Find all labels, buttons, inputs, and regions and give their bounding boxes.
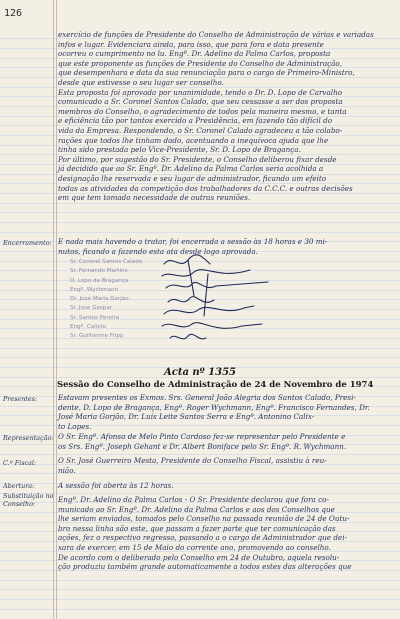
signature-stamp-list — [70, 258, 150, 342]
handwritten-line: que este proponente as funções de Presidente do Conselho de Administração, — [58, 58, 343, 68]
handwritten-line: A sessão foi aberta às 12 horas. — [58, 481, 174, 490]
margin-label-presentes: Presentes: — [3, 395, 38, 403]
margin-label-conselho-fiscal: C.º Fiscal: — [3, 459, 37, 467]
signature-stamp: Sr. Fernando Martins — [70, 268, 128, 275]
handwritten-line: já decidido que ao Sr. Engº. Dr. Adelino da Palma Carlos seria acolhida a — [58, 164, 324, 174]
handwritten-line: O Sr. José Guerreiro Mesta, Presidente do Conselho Fiscal, assistiu à reu- — [58, 456, 327, 465]
handwritten-line: xara de exercer, em 15 de Maio do corrente ano, promovendo ao conselho. — [58, 542, 331, 552]
handwritten-line: designação lhe reservada e seu lugar de administrador, ficando um efeito — [58, 173, 327, 183]
handwritten-line: Por último, por sugestão do Sr. Presidente, o Conselho deliberou fixar desde — [58, 154, 337, 164]
handwritten-line: comunicado a Sr. Coronel Santos Calado, que seu cessasse a ser dos proposta — [58, 97, 343, 107]
signature-6 — [162, 323, 262, 329]
signature-stamp: D. Lopo de Bragança — [70, 277, 129, 284]
substituicao-text — [58, 495, 394, 572]
signature-5 — [164, 306, 254, 314]
handwritten-line: em que tem tomado necessidade de outras reuniões. — [58, 193, 251, 203]
handwritten-line: ção produziu também grande automaticamente a todos estes das alterações que — [58, 562, 352, 572]
handwritten-line: lhe seriam enviados, tomados pelo Conselho na passada reunião de 24 de Outu- — [58, 514, 350, 524]
handwritten-line: tinha sido prestada pelo Vice-Presidente, Sr. D. Lopo de Bragança. — [58, 145, 301, 155]
handwritten-line: Estavam presentes os Exmos. Srs. General João Alegria dos Santos Calado, Presi- — [58, 393, 356, 402]
abertura-text — [58, 481, 394, 491]
signature-stamp: Engº. Calixto — [70, 324, 107, 331]
handwritten-line: José Maria Gorjão, Dr. Luís Leite Santos Serra e Engº. Antonino Calix- — [58, 412, 315, 422]
handwritten-line: De acordo com o deliberado pelo Conselho em 24 de Outubro, aquela resolu- — [58, 552, 340, 562]
signature-7 — [170, 334, 206, 339]
handwritten-line: exercício de funções de Presidente do Conselho de Administração de várias e variadas — [58, 30, 374, 39]
margin-label-abertura: Abertura: — [3, 482, 35, 490]
presentes-text — [58, 393, 394, 431]
handwritten-line: ocorreu o cumprimento no lu. Engº. Dr. Adelino da Palma Carlos, proposta — [58, 49, 331, 59]
handwritten-line: nião. — [58, 465, 76, 475]
signature-stamp: Sr. José Gaspar — [70, 305, 113, 312]
handwritten-line: to Lopes. — [58, 421, 92, 431]
handwritten-line: os Srs. Engº. Joseph Gehant e Dr. Albert Boniface pelo Sr. Engº. R. Wychmann. — [58, 441, 347, 451]
handwritten-line: E nada mais havendo a tratar, foi encerrada a sessão às 18 horas e 30 mi- — [58, 237, 328, 246]
handwritten-line: municado ao Sr. Engº. Dr. Adelino da Palma Carlos e aos dos Conselhos que — [58, 504, 335, 514]
margin-label-encerramento: Encerramento: — [3, 239, 52, 247]
signature-4 — [168, 297, 214, 303]
handwritten-line: dente, D. Lopo de Bragança, Engº. Roger Wychmann, Engº. Francisco Fernandes, Dr. — [58, 402, 370, 412]
handwritten-signatures — [158, 252, 298, 352]
signature-stamp: Sr. Guilherme Fripp — [70, 333, 124, 340]
handwritten-line: que desempenhara e data da sua renunciação para o cargo de Primeiro-Ministro, — [58, 68, 355, 78]
margin-label-substituicao: Substituição no Conselho: — [3, 492, 54, 508]
session-title: Sessão do Conselho de Administração de 24 de Novembro de 1974 — [57, 380, 374, 390]
handwritten-line: membros do Conselho, o agradecimento de todos pela maneira mesmo, e tanta — [58, 106, 347, 116]
handwritten-line: todas as atividades da competição dos trabalhadores da C.C.C. e outras decisões — [58, 183, 353, 193]
handwritten-line: e eficiência tão por tantos exercido a Presidência, em fazendo tão difícil do — [58, 116, 333, 126]
minute-number-heading: Acta nº 1355 — [163, 367, 236, 378]
top-paragraph — [58, 30, 394, 203]
handwritten-line: bro nessa linha são este, que passam a fazer parte que ter comunicação das — [58, 523, 336, 533]
handwritten-line: desde que estivesse o seu lugar ser conselho. — [58, 77, 224, 87]
signature-stamp: Sr. Coronel Santos Calado — [70, 259, 143, 265]
margin-line-right — [56, 0, 57, 619]
signature-stamp: Engº. Wychmann — [70, 286, 119, 293]
representacao-text — [58, 432, 394, 451]
signature-stamp: Dr. José Maria Gorjão — [70, 296, 129, 303]
signature-2 — [162, 270, 250, 276]
handwritten-line: O Sr. Engº. Afonso de Melo Pinto Cardoso fez-se representar pelo Presidente e — [58, 432, 346, 441]
margin-label-representacao: Representação: — [3, 434, 54, 442]
handwritten-line: Engº. Dr. Adelino da Palma Carlos - O Sr. Presidente declarou que fora co- — [58, 495, 329, 504]
signature-stroke — [204, 274, 208, 316]
handwritten-line: Esta proposta foi aprovada por unanimidade, tendo o Dr. D. Lopo de Carvalho — [58, 87, 343, 97]
handwritten-line: infos e lugar. Evidenciara ainda, para isso, que para fora e data presente — [58, 39, 324, 49]
handwritten-line: nutos, ficando a fazendo esta ata desde logo aprovada. — [58, 246, 258, 256]
signature-stroke — [188, 260, 194, 296]
handwritten-line: ações, fez o respectivo regresso, passando a o cargo de Administrador que dei- — [58, 533, 347, 543]
page-number: 126 — [4, 8, 23, 19]
handwritten-line: vida da Empresa. Respondendo, o Sr. Coronel Calado agradeceu a tão colabo- — [58, 125, 343, 135]
conselho-fiscal-text — [58, 456, 394, 475]
signature-1 — [164, 255, 210, 264]
margin-line-left — [53, 0, 54, 619]
signature-3 — [166, 282, 268, 288]
signature-stamp: Sr. Santos Pereira — [70, 314, 120, 321]
handwritten-line: rações que todos lhe tinham dado, acentuando a inequívoca ajuda que lhe — [58, 135, 329, 145]
